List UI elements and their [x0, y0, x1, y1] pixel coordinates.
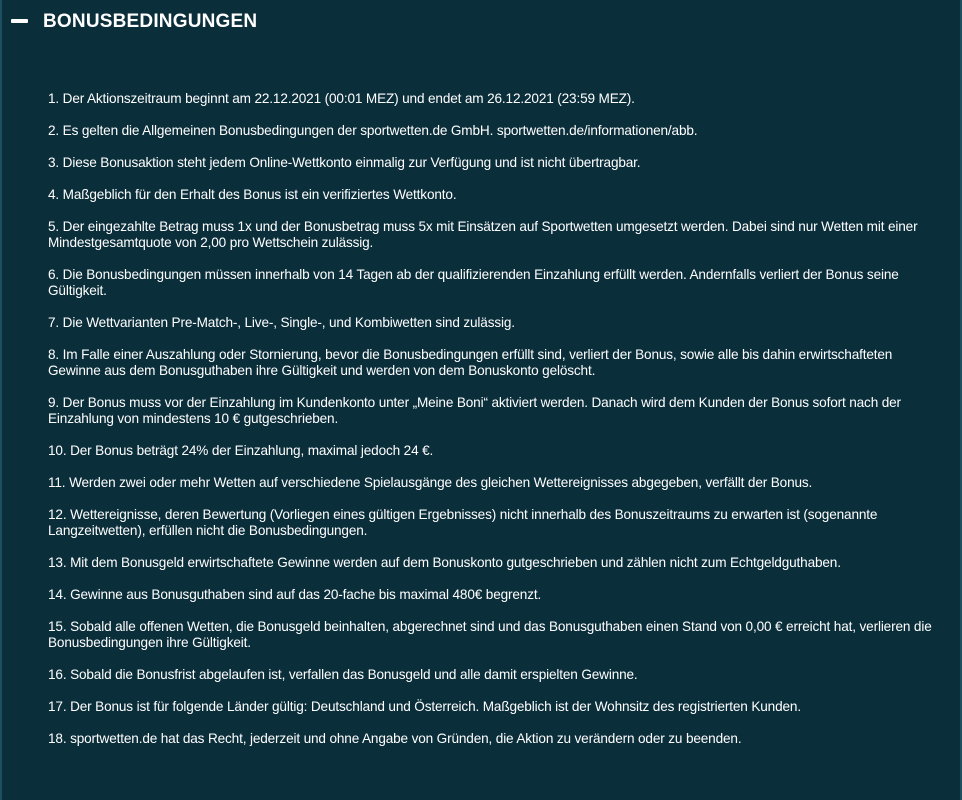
- terms-list-item: 10. Der Bonus beträgt 24% der Einzahlung, maximal jedoch 24 €.: [48, 443, 434, 458]
- terms-list-item: 4. Maßgeblich für den Erhalt des Bonus ist ein verifiziertes Wettkonto.: [48, 187, 457, 202]
- terms-list-item: 11. Werden zwei oder mehr Wetten auf verschiedene Spielausgänge des gleichen Wettereignisses abgegeben, verfällt der Bonus.: [48, 475, 813, 490]
- section-header[interactable]: [2, 0, 960, 44]
- terms-list-item: 5. Der eingezahlte Betrag muss 1x und der Bonusbetrag muss 5x mit Einsätzen auf Sportwetten umgesetzt werden. Dabei sind nur Wetten mit einer Mindestgesamtquote von 2,00 pro Wettschein zulässig.: [48, 219, 918, 250]
- terms-list-item: 16. Sobald die Bonusfrist abgelaufen ist, verfallen das Bonusgeld und alle damit erspielten Gewinne.: [48, 667, 638, 682]
- terms-list-item: 15. Sobald alle offenen Wetten, die Bonusgeld beinhalten, abgerechnet sind und das Bonusguthaben einen Stand von 0,00 € erreicht hat, verlieren die Bonusbedingungen ihre Gültigkeit.: [48, 619, 932, 650]
- minus-icon[interactable]: [11, 19, 28, 23]
- section-title: BONUSBEDINGUNGEN: [43, 11, 258, 32]
- terms-list-item: 18. sportwetten.de hat das Recht, jederzeit und ohne Angabe von Gründen, die Aktion zu verändern oder zu beenden.: [48, 731, 742, 746]
- terms-list-item: 3. Diese Bonusaktion steht jedem Online-Wettkonto einmalig zur Verfügung und ist nicht übertragbar.: [48, 155, 641, 170]
- terms-list-item: 7. Die Wettvarianten Pre-Match-, Live-, Single-, und Kombiwetten sind zulässig.: [48, 315, 515, 330]
- terms-list-item: 9. Der Bonus muss vor der Einzahlung im Kundenkonto unter „Meine Boni“ aktiviert werden. Danach wird dem Kunden der Bonus sofort nach der Einzahlung von mindestens 10 € gutgeschrieben.: [48, 395, 901, 426]
- terms-list-item: 17. Der Bonus ist für folgende Länder gültig: Deutschland und Österreich. Maßgeblich ist der Wohnsitz des registrierten Kunden.: [48, 699, 801, 714]
- terms-list-item: 13. Mit dem Bonusgeld erwirtschaftete Gewinne werden auf dem Bonuskonto gutgeschrieben und zählen nicht zum Echtgeldguthaben.: [48, 555, 841, 570]
- terms-list-item: 8. Im Falle einer Auszahlung oder Stornierung, bevor die Bonusbedingungen erfüllt sind, verliert der Bonus, sowie alle bis dahin erwirtschafteten Gewinne aus dem Bonusguthaben ihre Gültigkeit und werden von dem Bonuskonto gelöscht.: [48, 347, 893, 378]
- terms-list-item: 6. Die Bonusbedingungen müssen innerhalb von 14 Tagen ab der qualifizierenden Einzahlung erfüllt werden. Andernfalls verliert der Bonus seine Gültigkeit.: [48, 267, 899, 298]
- terms-list-item: 14. Gewinne aus Bonusguthaben sind auf das 20-fache bis maximal 480€ begrenzt.: [48, 587, 542, 602]
- terms-list-item: 1. Der Aktionszeitraum beginnt am 22.12.2021 (00:01 MEZ) und endet am 26.12.2021 (23:59 MEZ).: [48, 91, 635, 106]
- terms-list-item: 12. Wettereignisse, deren Bewertung (Vorliegen eines gültigen Ergebnisses) nicht innerhalb des Bonuszeitraums zu erwarten ist (sogenannte Langzeitwetten), erfüllen nicht die Bonusbedingungen.: [48, 507, 878, 538]
- terms-list: [48, 91, 946, 763]
- terms-list-item: 2. Es gelten die Allgemeinen Bonusbedingungen der sportwetten.de GmbH. sportwetten.de/informationen/abb.: [48, 123, 698, 138]
